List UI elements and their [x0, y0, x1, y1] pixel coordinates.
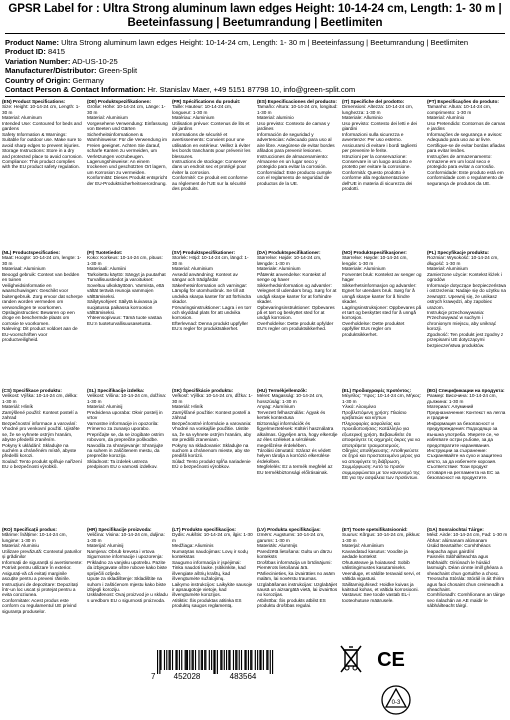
- spec-line: Skladnost: Ta izdelek ustreza predpisom EU o varnosti izdelkov.: [87, 458, 158, 470]
- spec-line: Veľkosť: Výška: 10-14-24 cm, dĺžka: 1-30 m: [172, 393, 253, 404]
- barcode-bar: [172, 650, 173, 670]
- barcode-bar: [272, 650, 273, 674]
- spec-line: Μέγεθος: Ύψος: 10-14-24 cm, Μήκος: 1-30 m: [342, 393, 422, 404]
- barcode-bar: [195, 650, 196, 670]
- spec-line: Conformidade: Este produto está em conformidade com o regulamento de segurança de produtos da UE.: [427, 169, 504, 186]
- spec-line: Varnostne informacije in opozorila: Primerno za zunanjo uporabo. Prepričajte se, da se izogibate ostrim robovom, da preprečite poškodbe.: [87, 420, 164, 443]
- ce-mark-text: CE: [377, 649, 405, 670]
- spec-line: Säilytysohjeet: Säilytä kuivassa ja suojatussa paikassa korroosion välttämiseksi.: [87, 299, 158, 315]
- spec-cell: [172, 99, 253, 245]
- spec-line: Sicherheitsinformationen & Warnhinweise: Für die Verwendung im Freien geeignet. Achten Sie darauf, scharfe Kanten zu vermeiden, um Verletzungen vorzubeugen.: [87, 131, 168, 159]
- spec-heading: (DE) Produktspezifikationen:: [87, 99, 152, 104]
- spec-line: Méid: Airde: 10-14-24 cm, Fad: 1-30 m: [427, 532, 508, 538]
- spec-heading: (SL) Specifikacije izdelka:: [87, 388, 145, 393]
- barcode-bar: [239, 650, 240, 670]
- spec-row: [2, 99, 508, 245]
- info-value: Germany: [72, 75, 104, 85]
- barcode-bar: [257, 650, 258, 670]
- spec-line: Méret: Magasság: 10-14-24 cm, hosszúság: 1-30 m: [257, 393, 324, 404]
- barcode-bar: [185, 650, 186, 670]
- spec-cell: [87, 388, 168, 523]
- spec-row: [2, 388, 508, 523]
- info-value: Ultra Strong aluminum lawn edges Height: 10-14-24 cm, Length: 1- 30 m | Beeteinfassung | Beetumrandung | Beetlimiten: [61, 38, 469, 47]
- spec-heading: (ES) Especificaciones del producto:: [257, 99, 337, 104]
- spec-line: Opslaginstructies: Bewaren op een droge en beschermde plaats om corrosie te voorkomen.: [2, 309, 75, 326]
- spec-line: Biztonsági információk és figyelmeztetések: Kültéri használatra alkalmas. Ügyeljen arra, hogy elkerülje az éles széleket a sérülések megelőzése érdekében.: [257, 420, 338, 448]
- spec-heading: (NL) Productspecificaties:: [2, 250, 61, 255]
- info-row: [5, 76, 505, 85]
- spec-line: Οδηγίες αποθήκευσης: Αποθηκεύστε σε ξηρό και προστατευμένο μέρος για να αποφύγετε τη διάβρωση.: [342, 447, 421, 464]
- info-row: [5, 66, 505, 75]
- spec-line: Pokyny k ukládání: Skladujte na suchém a chráněném místě, abyste předešli korozi.: [2, 442, 77, 459]
- info-row: [5, 47, 505, 56]
- barcode-bar: [170, 650, 171, 670]
- spec-cell: [172, 527, 253, 652]
- barcode-bar: [181, 650, 182, 670]
- spec-line: Zgodność: Ten produkt jest zgodny z przepisami UE dotyczącymi bezpieczeństwa produktów.: [427, 331, 504, 348]
- info-label: Country of Origin:: [5, 75, 71, 85]
- spec-line: Material: aluminio: [257, 115, 294, 121]
- spec-line: Material: Alumínio: [427, 115, 465, 121]
- spec-line: Megfelelés: Ez a termék megfelel az EU termékbiztonsági előírásainak.: [257, 464, 333, 475]
- spec-cell: [427, 527, 508, 652]
- spec-line: Overholdelse: Dette produkt opfylder EU's regler om produktsikkerhed.: [257, 320, 334, 332]
- barcode-bar: [266, 650, 267, 670]
- spec-line: Velikost: Višina: 10-14-24 cm, dolžina: 1-30 m: [87, 393, 167, 404]
- barcode-bar: [233, 650, 234, 670]
- spec-cell: [342, 527, 423, 652]
- barcode-bar: [159, 650, 160, 674]
- spec-heading: (FR) Spécifications du produit:: [172, 99, 241, 104]
- spec-line: Zamýšľané použitie: Kontext postelí a záhrad: [172, 409, 251, 421]
- spec-line: Uzglabāšanas instrukcijas: Uzglabājiet sausā un aizsargātā vietā, lai izvairītos no korozijas.: [257, 581, 338, 598]
- spec-line: Conformitate: Acest produs este conform cu regulamentul UE privind siguranța produselor.: [2, 597, 77, 614]
- spec-cell: [87, 250, 168, 383]
- spec-line: Intended Use: Contoured for beds and gardens: [2, 120, 82, 132]
- spec-line: Información de seguridad y advertencias: Adecuado para uso al aire libre. Asegúrese de evitar bordes afilados para prevenir lesiones.: [257, 131, 335, 154]
- barcode-bar: [177, 650, 178, 670]
- spec-line: Instrukcje przechowywania: Przechowywać w suchym i chronionym miejscu, aby uniknąć korozji.: [427, 309, 497, 332]
- barcode-bar: [224, 650, 225, 670]
- spec-line: Tamanho: Altura: 10-14-24 cm, comprimento: 1-30 m: [427, 104, 492, 115]
- spec-heading: (CS) Specifikace produktu:: [2, 388, 62, 393]
- spec-line: Материал: Алуминий: [427, 404, 474, 410]
- barcode-bar: [202, 650, 203, 670]
- ce-mark-icon: [376, 648, 406, 670]
- spec-line: Sikkerhetsinformasjon og advarsler: Egnet for utendørs bruk. Sørg for å unngå skarpe kanter for å hindre skader.: [342, 282, 417, 305]
- barcode-bar: [246, 650, 247, 670]
- spec-line: Atitiktis: Šis produktas atitinka ES produktų saugos reglamentą.: [172, 597, 242, 609]
- spec-heading: (LT) Produkto specifikacijos:: [172, 527, 236, 532]
- spec-cell: [172, 250, 253, 383]
- spec-line: Drošības informācija un brīdinājumi: Piemērots lietošanai ārā. Pārliecinieties, ka izvairāties no asām malām, lai novērstu traumas.: [257, 559, 335, 582]
- spec-heading: (EN) Product Specifications:: [2, 99, 66, 104]
- spec-line: Numatytas naudojimas: Lovų ir sodų kontekstas: [172, 548, 248, 560]
- spec-line: Materiale: Aluminium: [257, 266, 301, 272]
- spec-line: Anyag: Alumínium: [257, 404, 295, 410]
- info-value: Green-Split: [98, 66, 138, 76]
- barcode-bar: [211, 650, 212, 670]
- spec-line: Forventet bruk: Kontekst av senger og hager: [342, 271, 422, 283]
- spec-line: Instruções de armazenamento: Armazene em um local seco e protegido para evitar a corrosão.: [427, 153, 495, 170]
- spec-line: Materiał: Aluminium: [427, 266, 468, 272]
- spec-line: Material: Aluminum: [2, 115, 42, 121]
- spec-line: Koko: Korkeus: 10-14-24 cm, pituus: 1-30 m: [87, 255, 163, 266]
- info-label: Manufacturer/Distributor:: [5, 66, 97, 76]
- barcode-bar: [226, 650, 227, 670]
- barcode-bar: [263, 650, 264, 670]
- barcode-digits: 7: [151, 672, 156, 680]
- barcode-bar: [175, 650, 176, 670]
- spec-line: Predvidena uporaba: Okvir postelj in vrtov: [87, 409, 163, 421]
- spec-line: Safety Information & Warnings: Suitable for outdoor use. Make sure to avoid sharp edges to prevent injuries.: [2, 131, 82, 148]
- spec-line: Usklađenost: Ovaj proizvod je u skladu s uredbom EU o sigurnosti proizvoda.: [87, 592, 168, 603]
- spec-line: Úsáid Beartaithe: Comhthéacs leapacha agus gairdíní: [427, 543, 491, 554]
- barcode-bar: [204, 650, 205, 670]
- barcode-bar: [220, 650, 221, 670]
- spec-line: Atbilstība: Šis produkts atbilst ES produktu drošības regulai.: [257, 597, 326, 609]
- spec-line: Informazioni sulla sicurezza e avvertenze: Per uso esterno. Assicurarsi di evitare i bordi taglienti per prevenire le ferite.: [342, 131, 417, 154]
- info-label: Contact Person & Contact Information:: [5, 85, 146, 94]
- spec-line: Istruzioni per la conservazione: Conservare in un luogo asciutto e protetto per evitare la corrosione.: [342, 153, 412, 170]
- spec-line: Materiál: Hliník: [172, 404, 203, 410]
- spec-line: Matériau: Aluminium: [172, 115, 215, 121]
- spec-line: Beoogd gebruik: Context van bedden en tuinen: [2, 271, 80, 283]
- barcode-bar: [186, 650, 187, 670]
- spec-line: Съответствие: Този продукт отговаря на регламента на ЕС за безопасност на продуктите.: [427, 464, 500, 481]
- spec-line: Yhteensopivuus: Tämä tuote vastaa EU:n tuoteturvallisuusasetusta.: [87, 315, 162, 326]
- spec-cell: [87, 99, 168, 245]
- spec-heading: (DA) Produktspecifikationer:: [257, 250, 321, 255]
- spec-line: Veličina: Visina: 10-14-24 cm, duljina: 1-30 m: [87, 532, 165, 543]
- barcode-bar: [251, 650, 252, 670]
- spec-line: Taille: Hauteur: 10-14-24 cm, longueur: 1-30 m: [172, 104, 233, 115]
- spec-line: Materiaali: Alumiini: [87, 266, 127, 272]
- spec-heading: (NO) Produktspesifikasjoner:: [342, 250, 407, 255]
- recycling-icon: [380, 684, 412, 716]
- barcode-bar: [201, 650, 202, 670]
- barcode-bar: [250, 650, 251, 670]
- barcode-digits: 452028: [173, 672, 201, 680]
- spec-line: Conformità: Questo prodotto è conforme alla regolamentazione dell'UE in materia di sicurezza dei prodotti.: [342, 169, 413, 192]
- spec-line: Materiāls: Alumīnijs: [257, 543, 298, 549]
- spec-line: Instrucciones de almacenamiento: Almacene en un lugar seco y protegido para evitar la corrosión.: [257, 153, 329, 170]
- compliance-marks: [340, 640, 460, 718]
- spec-line: Dydis: Aukštis: 10-14-24 cm, ilgis: 1-30 m: [172, 532, 253, 543]
- info-row: [5, 57, 505, 66]
- spec-cell: [2, 99, 83, 245]
- spec-line: Ábhar: alúmanam alúmanam: [427, 537, 488, 543]
- spec-cell: [342, 99, 423, 245]
- spec-line: Suurus: Kõrgus: 10-14-24 cm, pikkus: 1-30 m: [342, 532, 421, 543]
- spec-line: Naleving: Dit product voldoet aan de EU-voorschriften voor productveiligheid.: [2, 326, 78, 343]
- spec-line: Инструкции за съхранение: Съхранявайте на сухо и защитено място, за да избегнете корозия.: [427, 447, 503, 464]
- spec-line: Material: Aluminiu: [2, 543, 39, 549]
- barcode-bar: [215, 650, 216, 674]
- barcode-bar: [160, 650, 161, 670]
- spec-line: Bezpečnostné informácie a varovania: Vhodné na vonkajšie použitie. Uistite sa, že sa vyhnete ostrým hranám, aby ste predišli zraneniam.: [172, 420, 252, 443]
- barcode-bar: [166, 650, 167, 670]
- spec-heading: (GA) Sonraíochtaí Táirge:: [427, 527, 484, 532]
- spec-line: Tamaño: Altura: 10-14-24 cm, longitud: 1-30 m: [257, 104, 338, 115]
- spec-line: Treoracha Stórála: Stóráil in áit thirim agus faoi chosaint chun creimeadh a sheachaint.: [427, 576, 505, 592]
- spec-cell: [342, 388, 423, 523]
- spec-line: Size: Height: 10-14-24 cm, Length: 1-30 m: [2, 104, 80, 115]
- barcode-bar: [241, 650, 242, 670]
- spec-line: Opbevaringsinstruktioner: Opbevares på et tørt og beskyttet sted for at undgå korrosion.: [257, 304, 335, 321]
- spec-heading: (IT) Specifiche del prodotto:: [342, 99, 405, 104]
- spec-line: Tervezett felhasználás: Ágyak és kertek kontextusa: [257, 409, 326, 421]
- spec-line: Conformité: Ce produit est conforme au règlement de l'UE sur la sécurité des produits.: [172, 175, 248, 192]
- info-value: AD-US-10-25: [72, 56, 118, 66]
- spec-line: Ohutusteave ja hoiatused: Sobib välistingimustes kasutamiseks. Veenduge, et väldite teravaid servi, et vältida vigastusi.: [342, 559, 421, 582]
- spec-line: Instrucțiuni de depozitare: Depozitați într-un loc uscat și protejat pentru a evita coroziunea.: [2, 581, 78, 598]
- divider: [5, 96, 505, 97]
- spec-line: Veiligheidsinformatie en waarschuwingen: Geschikt voor buitengebruik. Zorg ervoor dat scherpe randen worden vermeden om verwondingen te voorkomen.: [2, 282, 83, 310]
- spec-line: Sigurnosne informacije i upozorenja: Prikladno za vanjsku upotrebu. Pazite da izbjegavate oštre rubove kako biste spriječili ozljede.: [87, 554, 167, 576]
- spec-line: Storlek: Höjd: 10-14-24 cm, längd: 1-30 m: [172, 255, 249, 266]
- spec-line: Súlad: Tento produkt spĺňa nariadenie EÚ o bezpečnosti výrobkov.: [172, 458, 251, 470]
- spec-heading: (LV) Produkta specifikācijas:: [257, 527, 321, 532]
- barcode-bar: [221, 650, 222, 670]
- spec-line: Storage Instructions: Store in a dry and protected place to avoid corrosion.: [2, 148, 83, 159]
- spec-line: Instructions de stockage: Conserver dans un endroit sec et protégé pour éviter la corrosion.: [172, 158, 247, 175]
- spec-cell: [172, 388, 253, 523]
- label-title: GPSR Label for : Ultra Strong aluminum lawn edges Height: 10-14-24 cm, Length: 1- 30 m | Beeteinfassung | Beetumrandung | Beetlimiten: [8, 3, 502, 29]
- spec-line: Предназначение: Контекст на легла и градини: [427, 409, 506, 421]
- barcode-bar: [259, 650, 260, 670]
- barcode-bar: [270, 650, 271, 674]
- trash-bin-icon: [340, 644, 362, 674]
- spec-line: Zamýšlené použití: Kontext postelí a zahrad: [2, 409, 78, 421]
- spec-line: Konformität: Dieses Produkt entspricht der EU-Produktsicherheitsverordnung.: [87, 175, 167, 186]
- spec-heading: (SK) Špecifikácie produktu:: [172, 388, 234, 393]
- spec-heading: (HU) Termékjellemzők:: [257, 388, 308, 393]
- barcode-bar: [179, 650, 180, 670]
- spec-line: Størrelse: Høyde: 10-14-24 cm, lengde: 1-30 m: [342, 255, 408, 266]
- spec-cell: [427, 250, 508, 383]
- spec-heading: (EL) Προδιαγραφές προϊόντος:: [342, 388, 412, 393]
- barcode-bar: [267, 650, 268, 670]
- barcode-bar: [157, 650, 158, 674]
- spec-line: Προβλεπόμενη χρήση: Πλαίσιο κρεβατιών και κήπων: [342, 409, 407, 421]
- spec-line: Tarkoitettu käyttö: Sängyt ja puutarhat: [87, 271, 166, 277]
- spec-line: Säkerhetsinformation och varningar: Lämplig för utomhusbruk. Se till att undvika skarpa kanter för att förhindra skador.: [172, 282, 251, 305]
- barcode-bar: [189, 650, 190, 670]
- barcode-bar: [213, 650, 214, 674]
- info-label: Variation Number:: [5, 56, 71, 66]
- spec-line: Comhlíonadh: Comhlíonann an táirge seo rialachán an AE maidir le sábháilteacht táirgí.: [427, 592, 505, 609]
- spec-heading: (FI) Tuotetiedot:: [87, 250, 123, 255]
- barcode-bar: [228, 650, 229, 670]
- barcode-bar: [261, 650, 262, 670]
- spec-line: Bezpečnostní informace a varování: Vhodné pro venkovní použití. Ujistěte se, že se vyhnete ostrým hranám, abyste předešli zraněním.: [2, 420, 80, 443]
- spec-line: Compliance: This product complies with the EU product safety regulation.: [2, 158, 80, 170]
- spec-line: Kavandatud kasutus: Voodite ja aedade kontekst: [342, 548, 408, 560]
- barcode-bar: [187, 650, 188, 670]
- spec-line: Rozmiar: Wysokość: 10-14-24 cm, długość: 1-30 m: [427, 255, 499, 266]
- barcode-bar: [229, 650, 230, 670]
- spec-line: Dimensioni: Altezza: 10-14-24 cm, lunghezza: 1-30 m: [342, 104, 414, 115]
- spec-line: Saugumo informacija ir įspėjimai: Tinka naudoti lauke. Įsitikinkite, kad išvengiate aštrių kraštų, kad išvengtumėte sužalojimų.: [172, 559, 246, 582]
- spec-line: Lagringsinstruksjoner: Oppbevares på et tørt og beskyttet sted for å unngå korrosjon.: [342, 304, 422, 321]
- spec-line: Maat: Hoogte: 10-14-24 cm, lengte: 1-30 m: [2, 255, 82, 266]
- barcode-bar: [255, 650, 256, 670]
- spec-line: Größe: Höhe: 10-14-24 cm, Länge: 1-30 m: [87, 104, 166, 115]
- spec-line: Materiale: Aluminium: [342, 266, 386, 272]
- spec-line: Namjena: Obrub kreveta i vrtova: [87, 548, 155, 554]
- spec-line: Medžiaga: Aliuminis: [172, 543, 214, 549]
- info-row: [5, 85, 505, 94]
- spec-line: Conformidad: Este producto cumple con el reglamento de seguridad de productos de la UE.: [257, 169, 332, 186]
- spec-cell: [2, 250, 83, 383]
- spec-line: Utilisation prévue: Contenus de lits et de jardins: [172, 120, 250, 132]
- barcode-bar: [217, 650, 218, 674]
- spec-heading: (ET) Toote spetsifikatsioonid:: [342, 527, 408, 532]
- spec-line: Förvaringsinstruktioner: Lagra i en torr och skyddad plats för att undvika korrosion.: [172, 304, 252, 321]
- ean-barcode: [147, 650, 277, 680]
- spec-line: Material: Aluminium: [87, 115, 128, 121]
- spec-cell: [427, 388, 508, 523]
- spec-cell: [427, 99, 508, 245]
- spec-line: Material: Aluminium: [172, 266, 213, 272]
- spec-line: Materiál: Hliník: [2, 404, 33, 410]
- spec-cell: [257, 388, 338, 523]
- spec-cell: [257, 250, 338, 383]
- barcode-bar: [235, 650, 236, 670]
- spec-line: Informacje dotyczące bezpieczeństwa i ostrzeżenia: Nadaje się do użytku na zewnątrz. Upewnij się, że unikasz ostrych krawędzi, aby zapobiec urazom.: [427, 282, 506, 310]
- barcode-bar: [244, 650, 245, 670]
- spec-line: Πληροφορίες ασφαλείας και προειδοποιήσεις: Κατάλληλο για εξωτερική χρήση. Βεβαιωθείτε ότι αποφεύγετε τις αιχμηρές άκρες για να αποτρέψετε τραυματισμούς.: [342, 420, 420, 448]
- spec-line: Materiale: Alluminio: [342, 115, 383, 121]
- spec-line: Υλικό: Αλουμίνιο: [342, 404, 377, 410]
- barcode-digits: 483564: [229, 672, 257, 680]
- spec-line: Navodila za shranjevanje: Shranjujte na suhem in zaščitenem mestu, da preprečite korozijo.: [87, 442, 164, 459]
- spec-line: Uso previsto: Contexto de camas y jardines: [257, 120, 330, 132]
- spec-line: Materijal: Aluminij: [87, 543, 124, 549]
- spec-line: Informații de siguranță și avertismente: Potrivit pentru utilizare în exterior. Asigurați-vă că evitați marginile ascuțite pentru a preveni rănirile.: [2, 559, 83, 582]
- spec-line: Zamierzone użycie: Kontekst łóżek i ogrodów: [427, 271, 502, 283]
- spec-line: Mărime: Înălțime: 10-14-24 cm, lungime: 1-30 m: [2, 532, 67, 543]
- barcode-bar: [236, 650, 237, 670]
- spec-cell: [87, 527, 168, 652]
- recycle-code: 0-3: [391, 700, 401, 706]
- spec-line: Pokyny na skladovanie: Skladujte na suchom a chránenom mieste, aby ste predišli korózii.: [172, 442, 250, 459]
- spec-line: Upute za skladištenje: Skladištite na suhom i zaštićenom mjestu kako biste izbjegli koroziju.: [87, 576, 166, 592]
- spec-line: Materjal: Alumiinium: [342, 543, 384, 549]
- spec-line: Paredzētā lietošana: Gultu un dārzu konteksts: [257, 548, 332, 560]
- spec-row: [2, 527, 508, 652]
- spec-line: Efterlevnad: Denna produkt uppfyller EU:s regler för produktsäkerhet.: [172, 320, 249, 332]
- spec-heading: (PL) Specyfikacje produktu:: [427, 250, 489, 255]
- spec-line: Lagerungshinweise: An einem trockenen und geschützten Ort lagern, um Korrosion zu vermeiden.: [87, 158, 167, 175]
- barcode-bar: [198, 650, 199, 670]
- spec-heading: (HR) Specifikacije proizvoda:: [87, 527, 152, 532]
- spec-line: Utilizare prevăzută: Contextul paturilor și grădinilor: [2, 548, 82, 560]
- spec-line: Informations de sécurité et avertissements: Convient pour une utilisation en extérieur. Veillez à éviter les bords tranchants pour prévenir les blessures.: [172, 131, 251, 159]
- spec-cell: [342, 250, 423, 383]
- spec-line: Velikost: Výška: 10-14-24 cm, délka: 1-30 m: [2, 393, 78, 404]
- spec-line: Uso Pretendido: Contornos de camas e jardins: [427, 120, 506, 132]
- spec-line: Vastavus: See toode vastab EL-i tooteohutuse määrusele.: [342, 592, 410, 603]
- info-label: Product ID:: [5, 47, 46, 57]
- spec-line: Размер: Височина: 10-14-24 cm, дължина: 1-30 m: [427, 393, 497, 404]
- spec-cell: [257, 99, 338, 245]
- barcode-bar: [164, 650, 165, 670]
- spec-line: Συμμόρφωση: Αυτό το προϊόν συμμορφώνεται με τον κανονισμό της ΕΕ για την ασφάλεια των προϊόντων.: [342, 464, 420, 481]
- spec-cell: [2, 388, 83, 523]
- spec-line: Turvallisuustiedot ja varoitukset: Soveltuu ulkokäyttöön. Varmista, että vältät teräviä reunoja vammojen välttämiseksi.: [87, 277, 165, 299]
- info-value: Hr. Stanislav Maer, +49 5151 87798 10, info@green-split.com: [147, 85, 356, 94]
- spec-line: Avsedd användning: Kontext av sängar och trädgårdar: [172, 271, 238, 283]
- spec-line: Uso previsto: Contesto dei letti e dei giardini: [342, 120, 418, 132]
- barcode-bar: [205, 650, 206, 670]
- spec-heading: (RO) Specificații produs:: [2, 527, 57, 532]
- spec-line: Faisnéis Sábháilteachta agus Rabhaidh: Oiriúnach le húsáid lasmuigh. Déan cinnte imill ghéara a sheachaint chun gortuithe a chosc.: [427, 554, 503, 576]
- divider: [5, 33, 505, 34]
- spec-row: [2, 250, 508, 383]
- spec-line: Vorgesehene Verwendung: Einfassung von Beeten und Gärten: [87, 120, 168, 132]
- spec-line: Overholdelse: Dette produktet oppfyller EUs regler om produktsikkerhet.: [342, 320, 405, 337]
- spec-line: Størrelse: Højde: 10-14-24 cm, længde: 1-30 m: [257, 255, 322, 266]
- info-value: 8415: [48, 47, 65, 57]
- barcode-bar: [169, 650, 170, 670]
- spec-line: Laikymo instrukcijos: Laikykite sausoje ir apsaugotoje vietoje, kad išvengtumėte korozijos.: [172, 581, 253, 598]
- spec-heading: (BG) Спецификации на продукта:: [427, 388, 505, 393]
- barcode-bar: [192, 650, 193, 670]
- spec-cell: [2, 527, 83, 652]
- barcode-bar: [209, 650, 210, 670]
- spec-line: Informações de segurança e avisos: Adequado para uso ao ar livre. Certifique-se de evitar bordas afiadas para evitar lesões.: [427, 131, 505, 154]
- spec-heading: (SV) Produktspecifikationer:: [172, 250, 236, 255]
- info-label: Product Name:: [5, 38, 60, 47]
- spec-line: Sikkerhedsinformation og advarsler: Velegnet til udendørs brug. Sørg for at undgå skarpe kanter for at forhindre skader.: [257, 282, 337, 305]
- spec-line: Tárolási útmutató: Száraz és védett helyen tárolja a korrózió elkerülése érdekében.: [257, 447, 331, 464]
- spec-line: Информация за безопасност и предупреждения: Подходящо за външна употреба. Уверете се, че избягвате остри ръбове, за да предотвратите наранявания.: [427, 420, 500, 448]
- barcode-bar: [248, 650, 249, 670]
- info-row: [5, 38, 505, 47]
- barcode-bar: [193, 650, 194, 670]
- spec-cell: [257, 527, 338, 652]
- spec-line: Izmērs: Augstums: 10-14-24 cm, garums: 1-30 m: [257, 532, 325, 543]
- spec-line: Säilitamisjuhised: Hoidke kuivas ja kaitstud kohas, et vältida korrosiooni.: [342, 581, 419, 592]
- spec-line: Material: Aluminij: [87, 404, 123, 410]
- spec-line: Påtænkt anvendelse: Kontekst af senge og haver: [257, 271, 326, 283]
- spec-line: Materiaal: Aluminium: [2, 266, 46, 272]
- spec-line: Soulad: Tento produkt splňuje nařízení EU o bezpečnosti výrobků.: [2, 458, 82, 470]
- spec-heading: (PT) Especificações do produto:: [427, 99, 499, 104]
